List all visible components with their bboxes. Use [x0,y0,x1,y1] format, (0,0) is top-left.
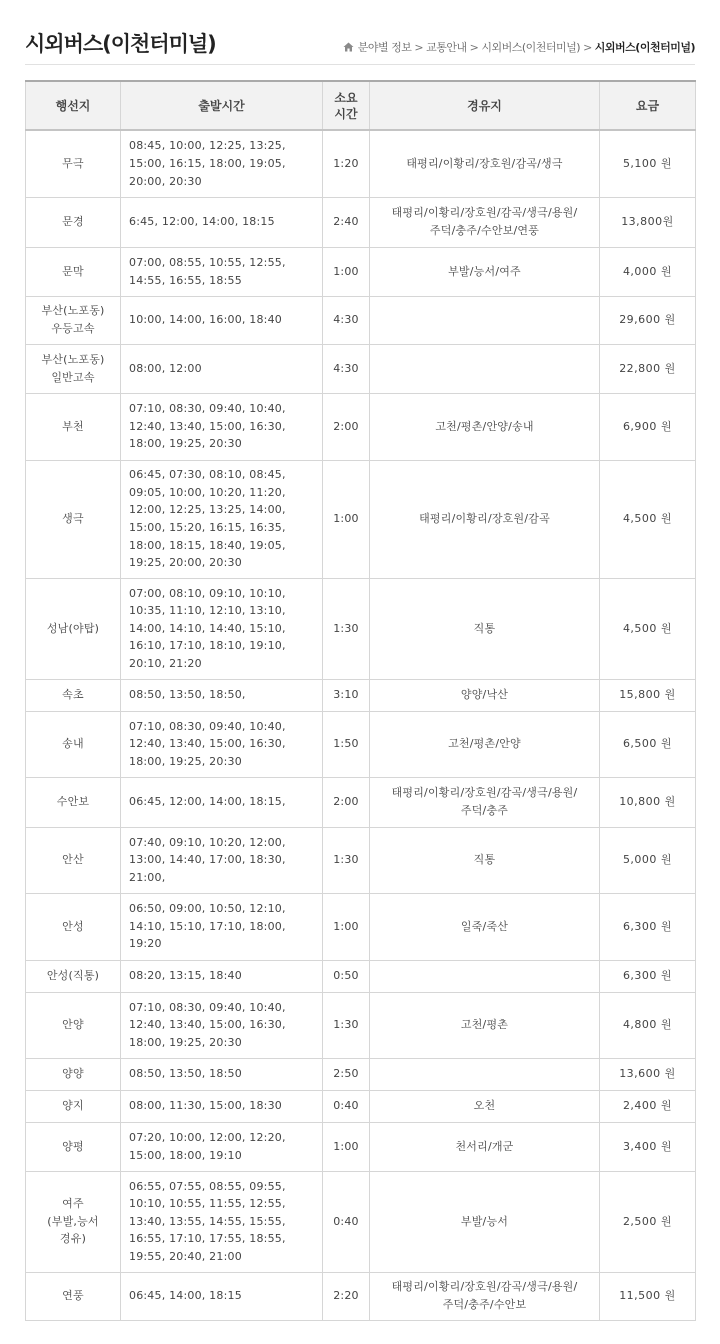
cell-departure-times: 06:55, 07:55, 08:55, 09:55, 10:10, 10:55, 11:55, 12:55, 13:40, 13:55, 14:55, 15:55, 16:55, 17:10, 17:55, 18:55, 19:55, 20:40, 21:00 [121,1171,323,1272]
cell-via: 태평리/이황리/장호원/감곡/생극 [370,130,600,197]
cell-duration: 2:50 [323,1058,370,1090]
cell-departure-times: 07:00, 08:10, 09:10, 10:10, 10:35, 11:10, 12:10, 13:10, 14:00, 14:10, 14:40, 15:10, 16:10, 17:10, 18:10, 19:10, 20:10, 21:20 [121,578,323,679]
table-row [26,1058,696,1090]
cell-fare: 5,100 원 [600,130,696,197]
cell-destination: 문경 [26,197,121,247]
cell-duration: 1:20 [323,130,370,197]
cell-duration: 1:00 [323,247,370,296]
table-row [26,827,696,893]
table-row [26,1122,696,1171]
cell-via: 오천 [370,1090,600,1122]
cell-destination: 부산(노포동) 우등고속 [26,296,121,344]
cell-fare: 29,600 원 [600,296,696,344]
breadcrumb-item-intercity-bus[interactable]: 시외버스(이천터미널) [481,41,581,54]
table-row [26,679,696,711]
table-row [26,130,696,197]
cell-duration: 1:30 [323,992,370,1058]
cell-via [370,1058,600,1090]
cell-duration: 1:30 [323,827,370,893]
cell-departure-times: 08:50, 13:50, 18:50, [121,679,323,711]
cell-duration: 0:40 [323,1171,370,1272]
cell-duration: 2:40 [323,197,370,247]
table-row [26,393,696,460]
cell-destination: 안성 [26,893,121,960]
cell-duration: 1:30 [323,578,370,679]
cell-via: 태평리/이황리/장호원/감곡/생극/용원/ 주덕/충주/수안보/연풍 [370,197,600,247]
cell-fare: 2,500 원 [600,1171,696,1272]
breadcrumb-item-field-info[interactable]: 분야별 정보 [357,41,412,54]
cell-via: 부발/능서/여주 [370,247,600,296]
cell-fare: 6,300 원 [600,893,696,960]
cell-via: 직통 [370,578,600,679]
table-row [26,1272,696,1320]
cell-destination: 송내 [26,711,121,777]
breadcrumb-separator: > [414,40,424,54]
cell-via: 양양/낙산 [370,679,600,711]
cell-destination: 수안보 [26,777,121,827]
cell-departure-times: 08:20, 13:15, 18:40 [121,960,323,992]
cell-via [370,344,600,393]
cell-departure-times: 08:45, 10:00, 12:25, 13:25, 15:00, 16:15, 18:00, 19:05, 20:00, 20:30 [121,130,323,197]
cell-departure-times: 08:00, 11:30, 15:00, 18:30 [121,1090,323,1122]
cell-destination: 성남(야탑) [26,578,121,679]
cell-destination: 안산 [26,827,121,893]
table-row [26,992,696,1058]
table-row [26,1171,696,1272]
table-row [26,711,696,777]
table-row [26,1090,696,1122]
cell-duration: 4:30 [323,344,370,393]
cell-via: 부발/능서 [370,1171,600,1272]
cell-departure-times: 08:50, 13:50, 18:50 [121,1058,323,1090]
bus-schedule-table [25,80,696,1321]
table-row [26,247,696,296]
cell-destination: 생극 [26,460,121,578]
cell-via: 태평리/이황리/장호원/감곡/생극/용원/ 주덕/충주/수안보 [370,1272,600,1320]
breadcrumb [343,39,695,55]
cell-fare: 4,000 원 [600,247,696,296]
cell-duration: 1:00 [323,460,370,578]
cell-fare: 5,000 원 [600,827,696,893]
cell-via: 태평리/이황리/장호원/감곡/생극/용원/ 주덕/충주 [370,777,600,827]
table-header-row [26,81,696,130]
cell-duration: 1:00 [323,893,370,960]
cell-duration: 0:40 [323,1090,370,1122]
header-via: 경유지 [370,81,600,130]
cell-via: 직통 [370,827,600,893]
page-title: 시외버스(이천터미널) [25,32,216,56]
cell-fare: 3,400 원 [600,1122,696,1171]
cell-via: 일죽/죽산 [370,893,600,960]
cell-via: 태평리/이황리/장호원/감곡 [370,460,600,578]
cell-fare: 6,500 원 [600,711,696,777]
cell-duration: 4:30 [323,296,370,344]
header-fare: 요금 [600,81,696,130]
breadcrumb-current: 시외버스(이천터미널) [594,41,695,54]
table-row [26,960,696,992]
cell-via: 고천/평촌 [370,992,600,1058]
table-row [26,197,696,247]
home-icon[interactable] [343,42,354,52]
table-row [26,578,696,679]
cell-departure-times: 07:20, 10:00, 12:00, 12:20, 15:00, 18:00, 19:10 [121,1122,323,1171]
cell-duration: 3:10 [323,679,370,711]
cell-via [370,296,600,344]
cell-fare: 2,400 원 [600,1090,696,1122]
header-departure: 출발시간 [121,81,323,130]
cell-destination: 안성(직통) [26,960,121,992]
cell-via: 천서리/개군 [370,1122,600,1171]
table-row [26,296,696,344]
cell-departure-times: 10:00, 14:00, 16:00, 18:40 [121,296,323,344]
table-row [26,893,696,960]
table-row [26,777,696,827]
cell-via: 고천/평촌/안양 [370,711,600,777]
cell-departure-times: 6:45, 12:00, 14:00, 18:15 [121,197,323,247]
cell-departure-times: 08:00, 12:00 [121,344,323,393]
cell-destination: 무극 [26,130,121,197]
table-row [26,460,696,578]
cell-fare: 11,500 원 [600,1272,696,1320]
cell-fare: 4,500 원 [600,460,696,578]
cell-duration: 2:00 [323,777,370,827]
cell-destination: 양양 [26,1058,121,1090]
cell-departure-times: 06:45, 14:00, 18:15 [121,1272,323,1320]
cell-destination: 안양 [26,992,121,1058]
cell-via [370,960,600,992]
cell-fare: 4,500 원 [600,578,696,679]
cell-destination: 부천 [26,393,121,460]
cell-departure-times: 07:10, 08:30, 09:40, 10:40, 12:40, 13:40, 15:00, 16:30, 18:00, 19:25, 20:30 [121,711,323,777]
breadcrumb-separator: > [469,40,479,54]
cell-via: 고천/평촌/안양/송내 [370,393,600,460]
cell-fare: 13,600 원 [600,1058,696,1090]
cell-fare: 6,900 원 [600,393,696,460]
cell-fare: 6,300 원 [600,960,696,992]
cell-departure-times: 06:45, 12:00, 14:00, 18:15, [121,777,323,827]
cell-destination: 양평 [26,1122,121,1171]
cell-duration: 1:50 [323,711,370,777]
cell-destination: 문막 [26,247,121,296]
cell-duration: 2:20 [323,1272,370,1320]
cell-duration: 1:00 [323,1122,370,1171]
header-destination: 행선지 [26,81,121,130]
cell-departure-times: 07:10, 08:30, 09:40, 10:40, 12:40, 13:40, 15:00, 16:30, 18:00, 19:25, 20:30 [121,992,323,1058]
cell-fare: 4,800 원 [600,992,696,1058]
table-row [26,344,696,393]
cell-destination: 여주 (부발,능서 경유) [26,1171,121,1272]
cell-departure-times: 06:50, 09:00, 10:50, 12:10, 14:10, 15:10, 17:10, 18:00, 19:20 [121,893,323,960]
cell-destination: 양지 [26,1090,121,1122]
page-header [25,26,695,65]
cell-fare: 10,800 원 [600,777,696,827]
cell-departure-times: 06:45, 07:30, 08:10, 08:45, 09:05, 10:00, 10:20, 11:20, 12:00, 12:25, 13:25, 14:00, 15:00, 15:20, 16:15, 16:35, 18:00, 18:15, 18:40, 19:05, 19:25, 20:00, 20:30 [121,460,323,578]
cell-fare: 13,800원 [600,197,696,247]
cell-duration: 2:00 [323,393,370,460]
header-duration: 소요 시간 [323,81,370,130]
cell-departure-times: 07:40, 09:10, 10:20, 12:00, 13:00, 14:40, 17:00, 18:30, 21:00, [121,827,323,893]
cell-destination: 속초 [26,679,121,711]
cell-destination: 연풍 [26,1272,121,1320]
cell-fare: 22,800 원 [600,344,696,393]
breadcrumb-separator: > [583,40,592,54]
cell-departure-times: 07:10, 08:30, 09:40, 10:40, 12:40, 13:40, 15:00, 16:30, 18:00, 19:25, 20:30 [121,393,323,460]
breadcrumb-item-traffic[interactable]: 교통안내 [426,41,467,54]
table-body [26,130,696,1320]
cell-destination: 부산(노포동) 일반고속 [26,344,121,393]
cell-departure-times: 07:00, 08:55, 10:55, 12:55, 14:55, 16:55, 18:55 [121,247,323,296]
cell-duration: 0:50 [323,960,370,992]
cell-fare: 15,800 원 [600,679,696,711]
